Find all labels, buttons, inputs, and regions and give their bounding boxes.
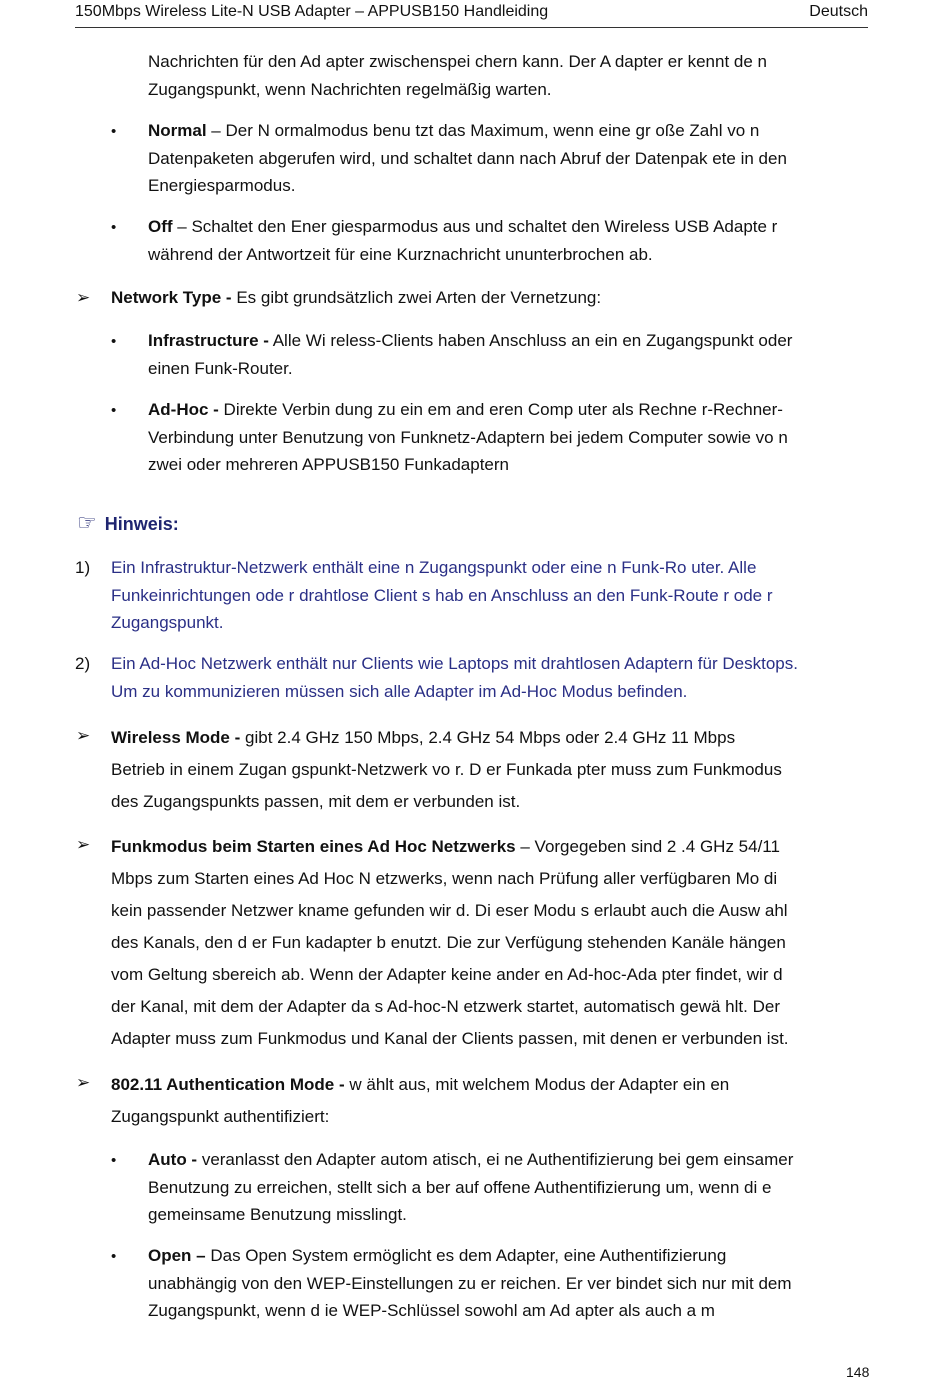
item-text: zwei oder mehreren APPUSB150 Funkadaptern [148,455,509,474]
header-language: Deutsch [809,3,868,20]
note-text: Zugangspunkt. [111,613,224,632]
note-text: Um zu kommunizieren müssen sich alle Adapter im Ad-Hoc Modus befinden. [111,681,688,701]
arrow-bullet-icon: ➢ [76,1073,91,1092]
note-text: Funkeinrichtungen ode r drahtlose Client s hab en Anschluss an den Funk-Route r ode r [111,585,773,605]
list-item [148,1146,793,1229]
bullet-icon: • [111,402,117,419]
item-text: kein passender Netzwer kname gefunden wir d. Di eser Modu s erlaubt auch die Ausw ahl [111,901,788,920]
section-funkmodus [111,831,789,1055]
term-label: Normal [148,121,207,140]
term-label: Open – [148,1246,206,1265]
note-text: Ein Infrastruktur-Netzwerk enthält eine n Zugangspunkt oder eine n Funk-Ro uter. Alle [111,558,757,577]
item-text: veranlasst den Adapter autom atisch, ei ne Authentifizierung bei gem einsamer [197,1150,794,1169]
note-text: Ein Ad-Hoc Netzwerk enthält nur Clients wie Laptops mit drahtlosen Adaptern für Desktops. [111,654,798,673]
list-item [148,213,777,268]
item-text: Direkte Verbin dung zu ein em and eren Comp uter als Rechne r-Rechner- [218,400,783,419]
bullet-icon: • [111,219,117,236]
item-text: gibt 2.4 GHz 150 Mbps, 2.4 GHz 54 Mbps oder 2.4 GHz 11 Mbps [240,728,736,747]
list-item [148,1242,792,1325]
item-text: Alle Wi reless-Clients haben Anschluss an ein en Zugangspunkt oder [268,331,793,350]
arrow-bullet-icon: ➢ [76,288,91,307]
item-text: Das Open System ermöglicht es dem Adapter, eine Authentifizierung [205,1246,727,1265]
term-label: Funkmodus beim Starten eines Ad Hoc Netzwerks [111,837,516,856]
note-heading [77,509,179,538]
term-separator: – [206,121,226,140]
list-item [148,396,788,479]
pointing-hand-icon: ☞ [77,510,97,535]
bullet-icon: • [111,333,117,350]
item-text: – Vorgegeben sind 2 .4 GHz 54/11 [515,837,780,856]
item-text: Energiesparmodus. [148,176,296,195]
item-text: Schaltet den Ener giesparmodus aus und schaltet den Wireless USB Adapte r [191,217,778,236]
arrow-bullet-icon: ➢ [76,835,91,854]
section-network-type [111,284,601,312]
item-text: einen Funk-Router. [148,358,293,378]
term-label: Off [148,217,173,236]
item-text: Zugangspunkt authentifiziert: [111,1107,330,1126]
section-wireless-mode [111,722,782,818]
item-text: Es gibt grundsätzlich zwei Arten der Vernetzung: [231,288,602,307]
item-text: gemeinsame Benutzung misslingt. [148,1205,407,1224]
arrow-bullet-icon: ➢ [76,726,91,745]
note-number: 2) [75,654,91,673]
bullet-icon: • [111,123,117,140]
item-text: während der Antwortzeit für eine Kurznachricht ununterbrochen ab. [148,244,653,264]
term-separator: – [172,217,192,236]
bullet-icon: • [111,1152,117,1169]
term-label: Auto - [148,1150,198,1169]
item-text: Zugangspunkt, wenn d ie WEP-Schlüssel sowohl am Ad apter als auch a m [148,1301,715,1320]
document-title: 150Mbps Wireless Lite-N USB Adapter – APPUSB150 Handleiding [75,3,549,20]
term-label: Wireless Mode - [111,728,241,747]
term-label: Network Type - [111,288,232,307]
item-text: unabhängig von den WEP-Einstellungen zu er reichen. Er ver bindet sich nur mit dem [148,1273,792,1293]
item-text: w ählt aus, mit welchem Modus der Adapter ein en [344,1075,730,1094]
intro-paragraph [148,48,767,103]
section-auth-mode [111,1069,729,1133]
item-text: des Zugangspunkts passen, mit dem er verbunden ist. [111,792,521,811]
item-text: Datenpaketen abgerufen wird, und schaltet dann nach Abruf der Datenpak ete in den [148,148,787,168]
intro-line: Zugangspunkt, wenn Nachrichten regelmäßig warten. [148,79,552,99]
note-item [111,554,773,637]
item-text: Benutzung zu erreichen, stellt sich a ber auf offene Authentifizierung um, wenn di e [148,1177,772,1197]
list-item [148,327,792,382]
item-text: Verbindung unter Benutzung von Funknetz-Adaptern bei jedem Computer sowie vo n [148,427,788,447]
term-label: 802.11 Authentication Mode - [111,1075,345,1094]
term-label: Infrastructure - [148,331,269,350]
page-number: 148 [846,1364,870,1380]
bullet-icon: • [111,1248,117,1265]
item-text: des Kanals, den d er Fun kadapter b enutzt. Die zur Verfügung stehenden Kanäle hängen [111,933,786,952]
note-item [111,650,798,705]
item-text: vom Geltung sbereich ab. Wenn der Adapter keine ander en Ad-hoc-Ada pter findet, wir d [111,965,783,984]
note-title: Hinweis: [104,514,179,534]
page-header [75,0,868,28]
list-item [148,117,787,200]
term-label: Ad-Hoc - [148,400,219,419]
item-text: Adapter muss zum Funkmodus und Kanal der Clients passen, mit denen er verbunden ist. [111,1029,789,1048]
item-text: Der N ormalmodus benu tzt das Maximum, wenn eine gr oße Zahl vo n [225,121,760,140]
item-text: der Kanal, mit dem der Adapter da s Ad-hoc-N etzwerk startet, automatisch gewä hlt. Der [111,997,780,1016]
item-text: Betrieb in einem Zugan gspunkt-Netzwerk vo r. D er Funkada pter muss zum Funkmodus [111,760,782,779]
item-text: Mbps zum Starten eines Ad Hoc N etzwerks, wenn nach Prüfung aller verfügbaren Mo di [111,869,778,888]
intro-line: Nachrichten für den Ad apter zwischenspei chern kann. Der A dapter er kennt de n [148,52,767,71]
note-number: 1) [75,558,91,577]
